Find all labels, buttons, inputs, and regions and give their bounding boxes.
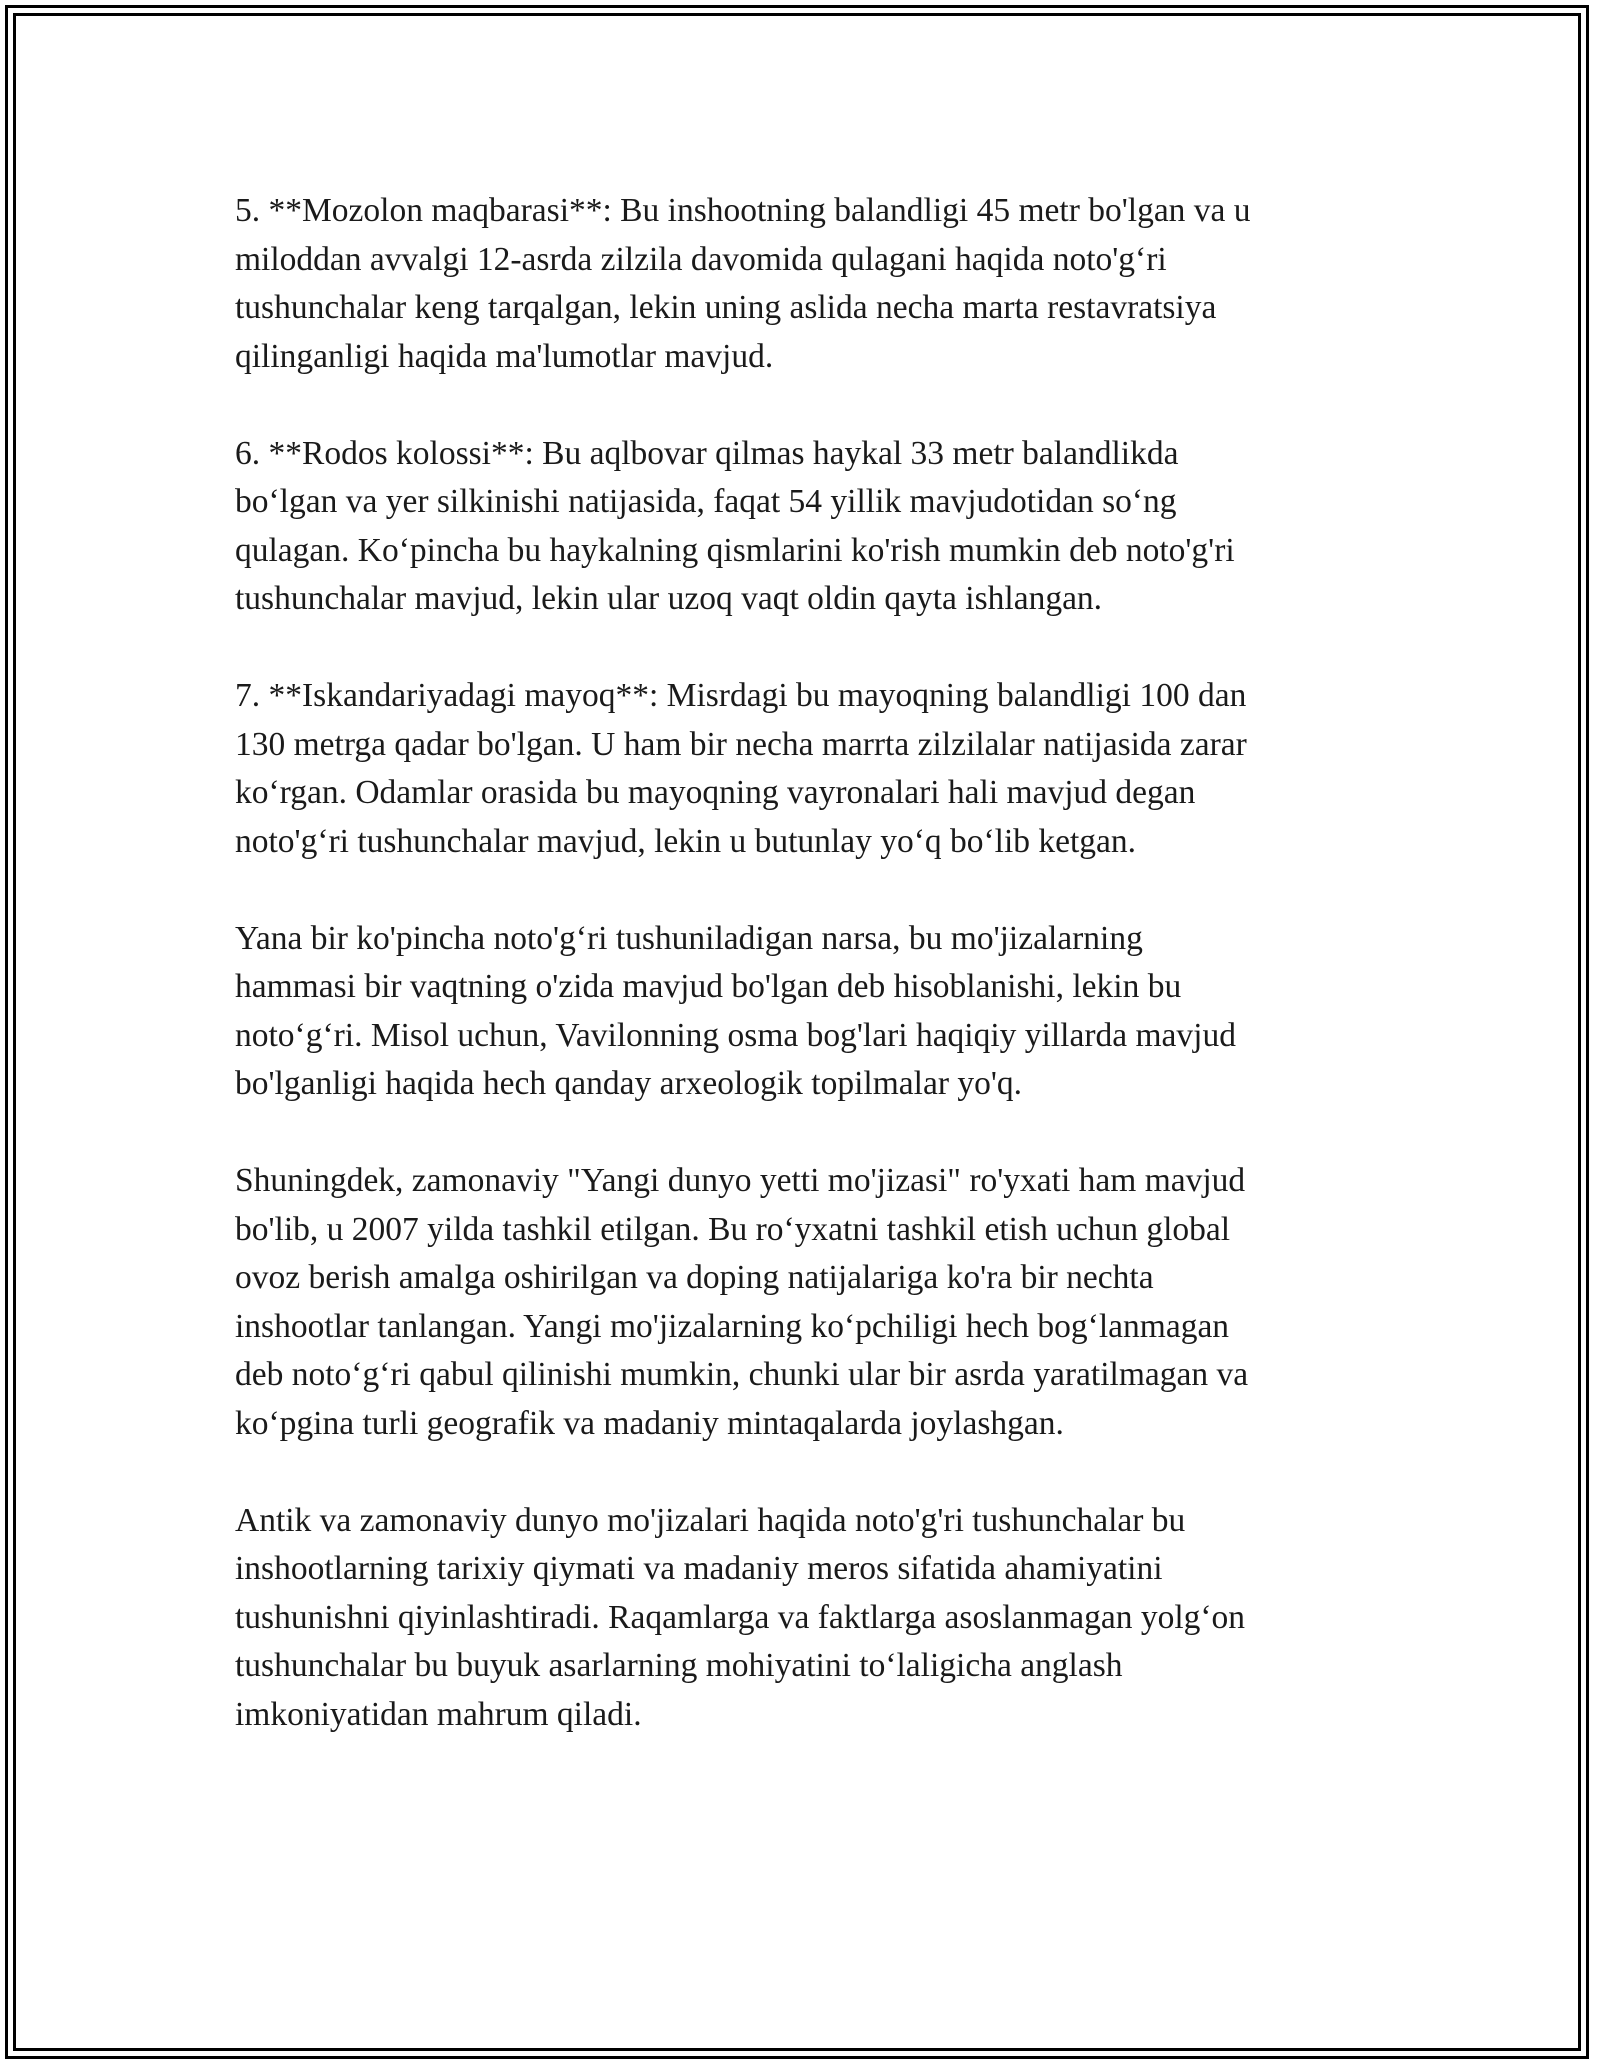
paragraph-new-seven-wonders: Shuningdek, zamonaviy "Yangi dunyo yetti mo'jizasi" ro'yxati ham mavjud bo'lib, u 2007 yilda tashkil etilgan. Bu ro‘yxatni tashkil etish uchun global ovoz berish amalga oshirilgan va doping natijalariga ko'ra bir nechta inshootlar tanlangan. Yangi mo'jizalarning ko‘pchiligi hech bog‘lanmagan deb noto‘g‘ri qabul qilinishi mumkin, chunki ular bir asrda yaratilmagan va ko‘pgina turli geografik va madaniy mintaqalarda joylashgan.	[235, 1162, 1249, 1442]
paragraph-coexistence-misconception: Yana bir ko'pincha noto'g‘ri tushuniladigan narsa, bu mo'jizalarning hammasi bir vaqtning o'zida mavjud bo'lgan deb hisoblanishi, lekin bu noto‘g‘ri. Misol uchun, Vavilonning osma bog'lari haqiqiy yillarda mavjud bo'lganligi haqida hech qanday arxeologik topilmalar yo'q.	[235, 919, 1236, 1102]
paragraph-conclusion: Antik va zamonaviy dunyo mo'jizalari haqida noto'g'ri tushunchalar bu inshootlarning tarixiy qiymati va madaniy meros sifatida ahamiyatini tushunishni qiyinlashtiradi. Raqamlarga va faktlarga asoslanmagan yolg‘on tushunchalar bu buyuk asarlarning mohiyatini to‘laligicha anglash imkoniyatidan mahrum qiladi.	[235, 1501, 1246, 1733]
paragraph-lighthouse: 7. **Iskandariyadagi mayoq**: Misrdagi bu mayoqning balandligi 100 dan 130 metrga qadar bo'lgan. U ham bir necha marrta zilzilalar natijasida zarar ko‘rgan. Odamlar orasida bu mayoqning vayronalari hali mavjud degan noto'g‘ri tushunchalar mavjud, lekin u butunlay yo‘q bo‘lib ketgan.	[235, 677, 1247, 860]
document-body	[235, 187, 1365, 1788]
paragraph-mausoleum: 5. **Mozolon maqbarasi**: Bu inshootning balandligi 45 metr bo'lgan va u miloddan avvalgi 12-asrda zilzila davomida qulagani haqida noto'g‘ri tushunchalar keng tarqalgan, lekin uning aslida necha marta restavratsiya qilinganligi haqida ma'lumotlar mavjud.	[235, 192, 1251, 375]
paragraph-colossus: 6. **Rodos kolossi**: Bu aqlbovar qilmas haykal 33 metr balandlikda bo‘lgan va yer silkinishi natijasida, faqat 54 yillik mavjudotidan so‘ng qulagan. Ko‘pincha bu haykalning qismlarini ko'rish mumkin deb noto'g'ri tushunchalar mavjud, lekin ular uzoq vaqt oldin qayta ishlangan.	[235, 434, 1235, 617]
